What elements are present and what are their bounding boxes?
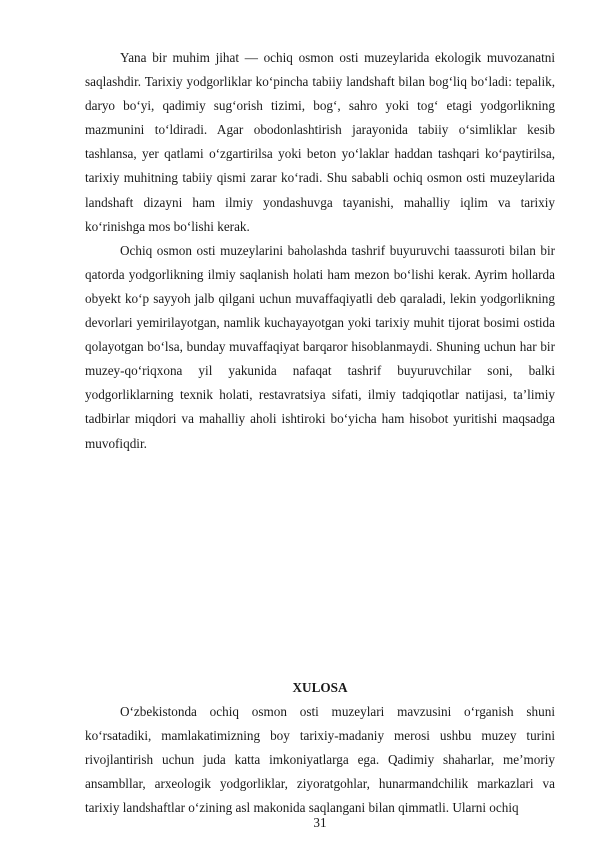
page-number: 31	[313, 815, 327, 830]
paragraph-conclusion: O‘zbekistonda ochiq osmon osti muzeylari mavzusini o‘rganish shuni ko‘rsatadiki, mamlakatimizning boy tarixiy-madaniy merosi ushbu muzey turini rivojlantirish uchun juda katta imkoniyatlarga ega. Qadimiy shaharlar, me’moriy ansambllar, arxeologik yodgorliklar, ziyoratgohlar, hunarmandchilik markazlari va tarixiy landshaftlar o‘zining asl makonida saqlangani bilan qimmatli. Ularni ochiq	[85, 703, 555, 815]
blank-space	[85, 456, 555, 676]
section-heading: XULOSA	[292, 679, 348, 695]
paragraph-ecology: Yana bir muhim jihat — ochiq osmon osti muzeylarida ekologik muvozanatni saqlashdir. Tarixiy yodgorliklar ko‘pincha tabiiy landshaft bilan bog‘liq bo‘ladi: tepalik, daryo bo‘yi, qadimiy sug‘orish tizimi, bog‘, sahro yoki tog‘ etagi yodgorlikning mazmunini to‘ldiradi. Agar obodonlashtirish jarayonida tabiiy o‘simliklar kesib tashlansa, yer qatlami o‘zgartirilsa yoki beton yo‘laklar haddan tashqari ko‘paytirilsa, tarixiy muhitning tabiiy qismi zarar ko‘radi. Shu sababli ochiq osmon osti muzeylarida landshaft dizayni ham ilmiy yondashuvga tayanishi, mahalliy iqlim va tarixiy ko‘rinishga mos bo‘lishi kerak.	[85, 50, 555, 234]
document-page	[85, 46, 555, 820]
paragraph-evaluation: Ochiq osmon osti muzeylarini baholashda tashrif buyuruvchi taassuroti bilan bir qatorda yodgorlikning ilmiy saqlanish holati ham mezon bo‘lishi kerak. Ayrim hollarda obyekt ko‘p sayyoh jalb qilgani uchun muvaffaqiyatli deb qaraladi, lekin yodgorlikning devorlari yemirilayotgan, namlik kuchayayotgan yoki tarixiy muhit tijorat bosimi ostida qolayotgan bo‘lsa, bunday muvaffaqiyat barqaror hisoblanmaydi. Shuning uchun har bir muzey-qo‘riqxona yil yakunida nafaqat tashrif buyuruvchilar soni, balki yodgorliklarning texnik holati, restavratsiya sifati, ilmiy tadqiqotlar natijasi, ta’limiy tadbirlar miqdori va mahalliy aholi ishtiroki bo‘yicha ham hisobot yuritishi maqsadga muvofiqdir.	[85, 242, 555, 451]
